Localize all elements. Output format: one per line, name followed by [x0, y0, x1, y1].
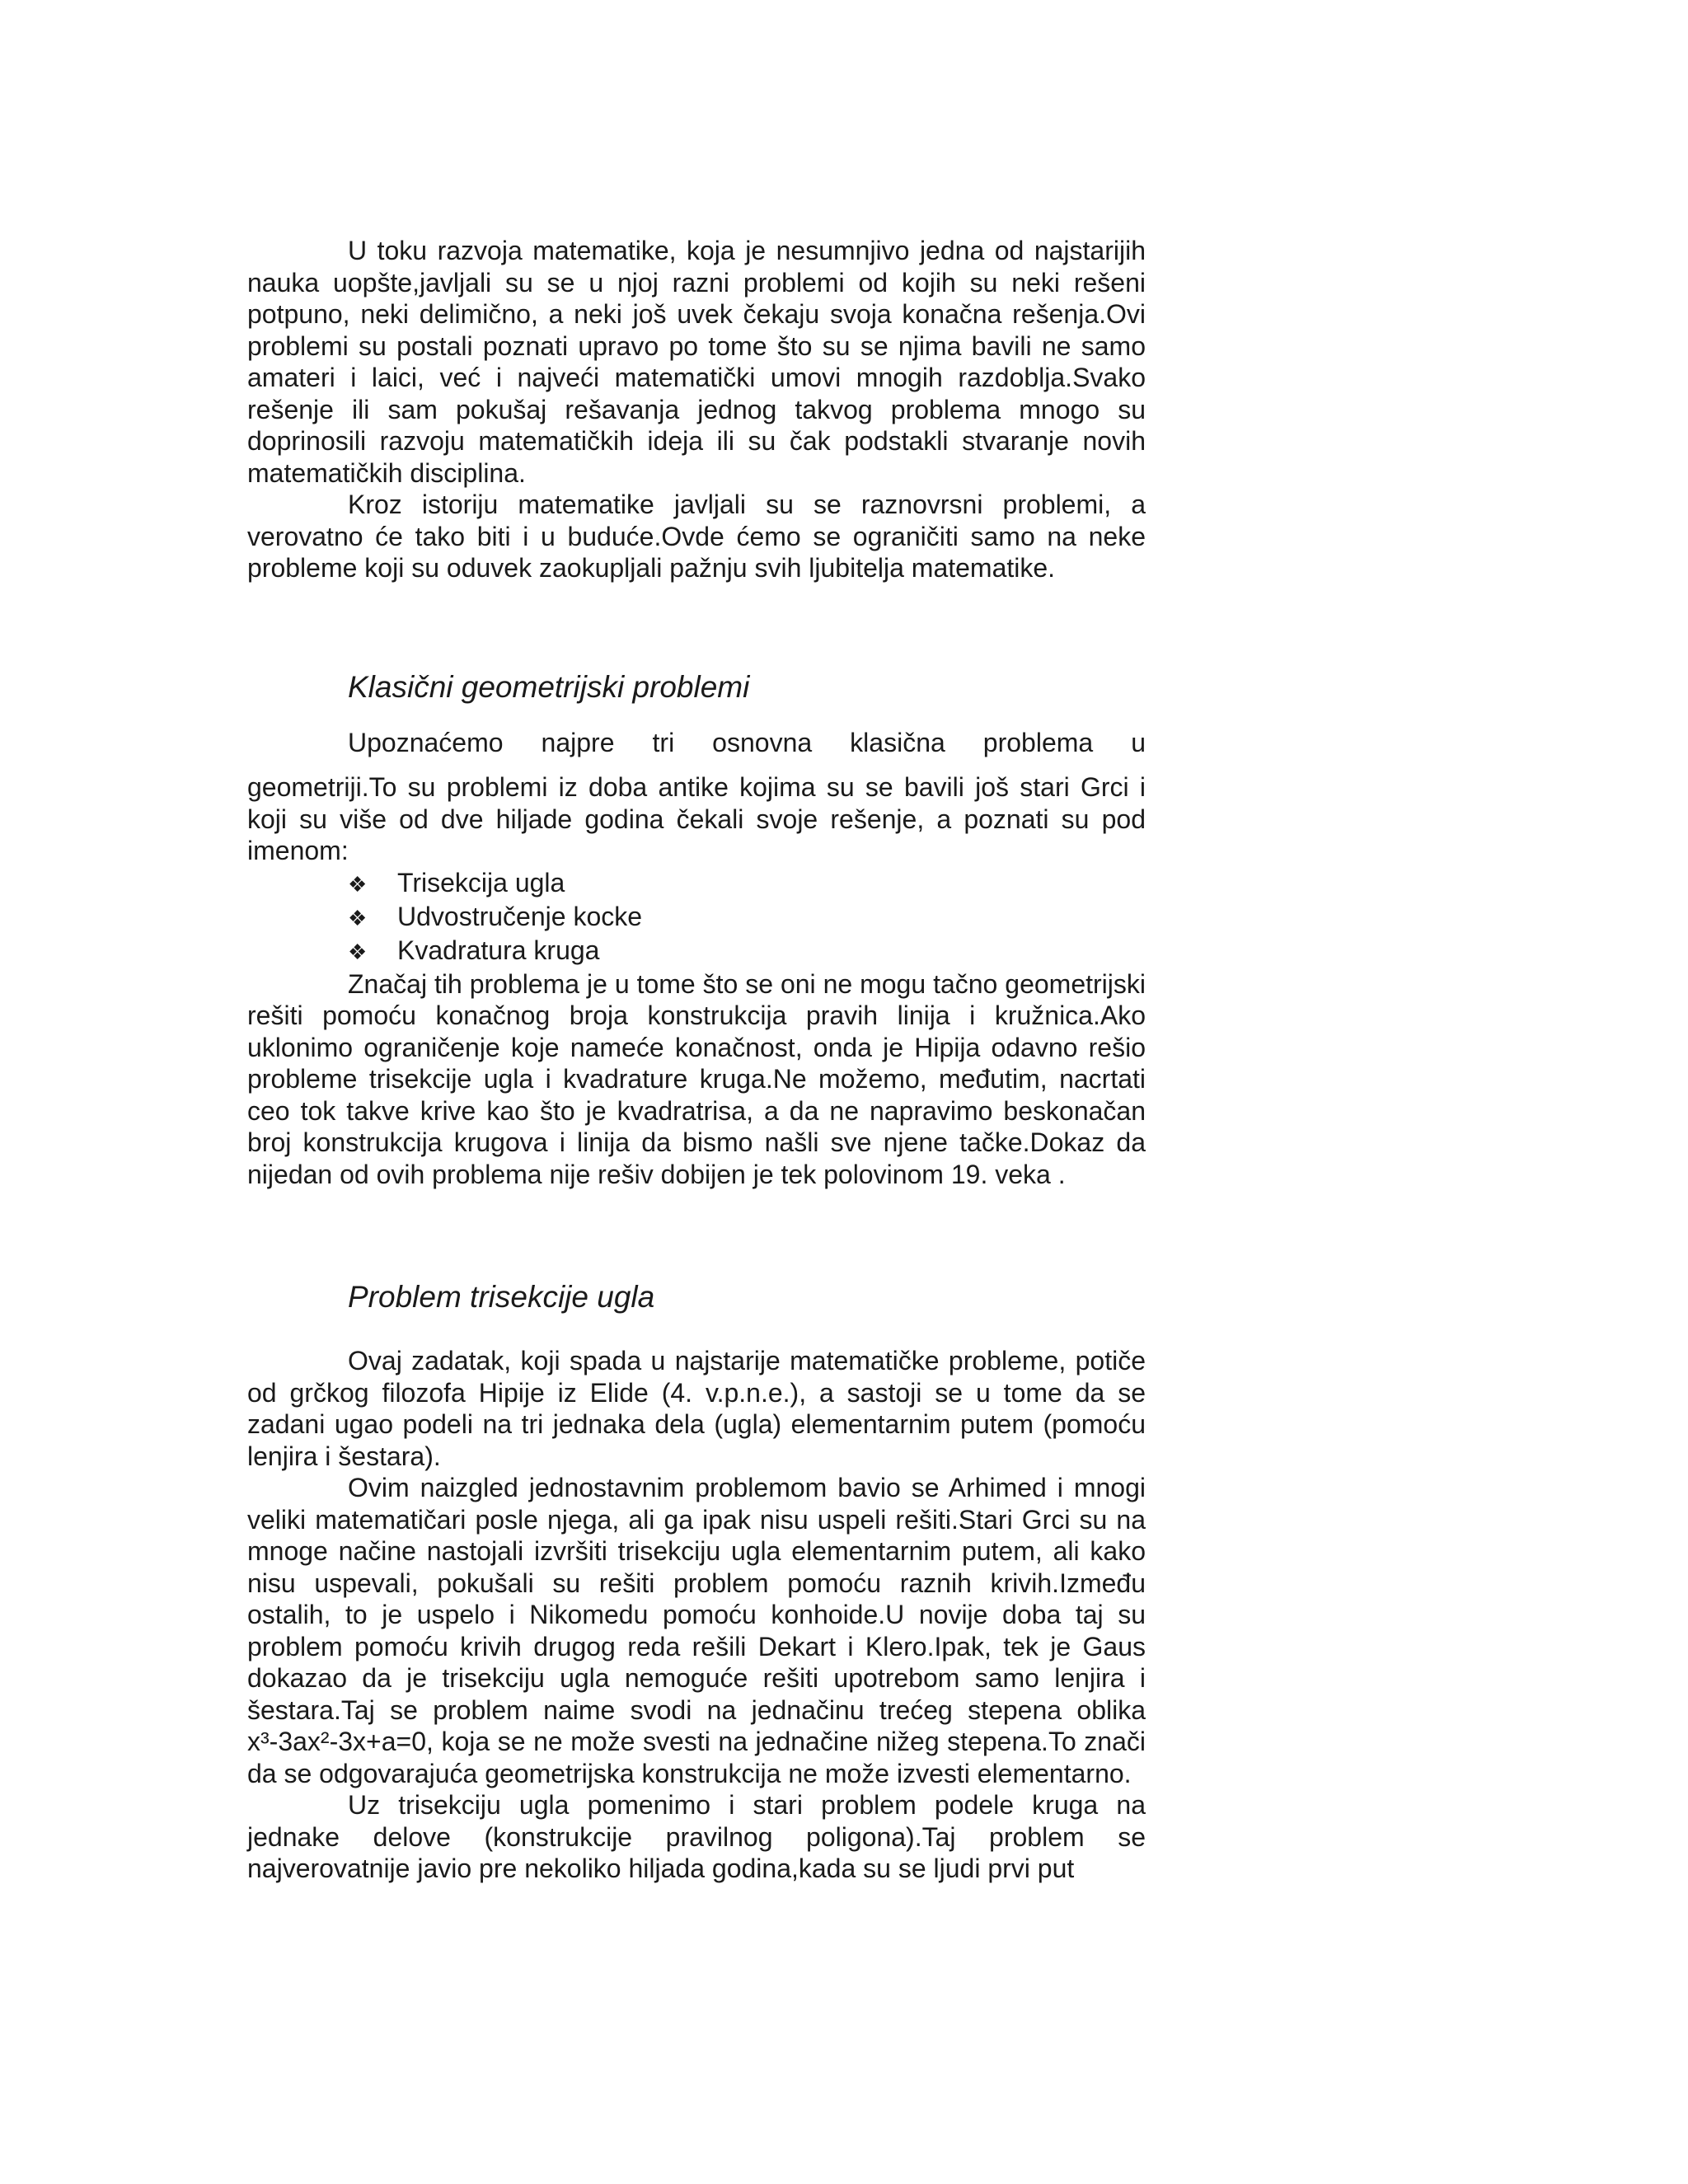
list-item [348, 901, 1146, 935]
four-diamond-bullet-icon: ❖ [348, 905, 368, 930]
intro-paragraph-2: Kroz istoriju matematike javljali su se raznovrsni problemi, a verovatno će tako biti i u buduće.Ovde ćemo se ograničiti samo na neke probleme koji su oduvek zaokupljali pažnju svih ljubitelja matematike. [247, 490, 1146, 583]
list-item-label: Udvostručenje kocke [397, 901, 643, 931]
four-diamond-bullet-icon: ❖ [348, 871, 368, 897]
list-item-label: Trisekcija ugla [397, 867, 565, 898]
section-title-angle-trisection: Problem trisekcije ugla [348, 1280, 655, 1314]
classical-problems-list [247, 867, 1146, 968]
section2-paragraph-1: Ovaj zadatak, koji spada u najstarije matematičke probleme, potiče od grčkog filozofa Hipije iz Elide (4. v.p.n.e.), a sastoji se u tome da se zadani ugao podeli na tri jednaka dela (ugla) elementarnim putem (pomoću lenjira i šestara). [247, 1346, 1146, 1471]
section1-lead-line: Upoznaćemo najpre tri osnovna klasična problema u [348, 727, 1146, 757]
section1-paragraph-significance: Značaj tih problema je u tome što se oni ne mogu tačno geometrijski rešiti pomoću konačnog broja konstrukcija pravih linija i kružnica.Ako uklonimo ograničenje koje nameće konačnost, onda je Hipija odavno rešio probleme trisekcije ugla i kvadrature kruga.Ne možemo, međutim, nacrtati ceo tok takve krive kao što je kvadratrisa, a da ne napravimo beskonačan broj konstrukcija krugova i linija da bismo našli sve njene tačke.Dokaz da nijedan od ovih problema nije rešiv dobijen je tek polovinom 19. veka . [247, 968, 1146, 1189]
list-item [348, 867, 1146, 901]
section-title-classical-problems: Klasični geometrijski problemi [348, 669, 750, 704]
section1-lead-rest: geometriji.To su problemi iz doba antike kojima su se bavili još stari Grci i koji su više od dve hiljade godina čekali svoje rešenje, a poznati su pod imenom: [247, 772, 1146, 865]
intro-paragraph-1: U toku razvoja matematike, koja je nesumnjivo jedna od najstarijih nauka uopšte,javljali su se u njoj razni problemi od kojih su neki rešeni potpuno, neki delimično, a neki još uvek čekaju svoja konačna rešenja.Ovi problemi su postali poznati upravo po tome što su se njima bavili ne samo amateri i laici, već i najveći matematički umovi mnogih razdoblja.Svako rešenje ili sam pokušaj rešavanja jednog takvog problema mnogo su doprinosili razvoju matematičkih ideja ili su čak podstakli stvaranje novih matematičkih disciplina. [247, 236, 1146, 488]
section2-paragraph-2: Ovim naizgled jednostavnim problemom bavio se Arhimed i mnogi veliki matematičari posle njega, ali ga ipak nisu uspeli rešiti.Stari Grci su na mnoge načine nastojali izvršiti trisekciju ugla elementarnim putem, ali kako nisu uspevali, pokušali su rešiti problem pomoću raznih krivih.Između ostalih, to je uspelo i Nikomedu pomoću konhoide.U novije doba taj su problem pomoću krivih drugog reda rešili Dekart i Klero.Ipak, tek je Gaus dokazao da je trisekciju ugla nemoguće rešiti upotrebom samo lenjira i šestara.Taj se problem naime svodi na jednačinu trećeg stepena oblika x³-3ax²-3x+a=0, koja se ne može svesti na jednačine nižeg stepena.To znači da se odgovarajuća geometrijska konstrukcija ne može izvesti elementarno. [247, 1473, 1146, 1788]
list-item [348, 935, 1146, 968]
four-diamond-bullet-icon: ❖ [348, 939, 368, 964]
document-page [247, 235, 1146, 1885]
section2-paragraph-3: Uz trisekciju ugla pomenimo i stari problem podele kruga na jednake delove (konstrukcije pravilnog poligona).Taj problem se najverovatnije javio pre nekoliko hiljada godina,kada su se ljudi prvi put [247, 1790, 1146, 1883]
list-item-label: Kvadratura kruga [397, 935, 600, 965]
